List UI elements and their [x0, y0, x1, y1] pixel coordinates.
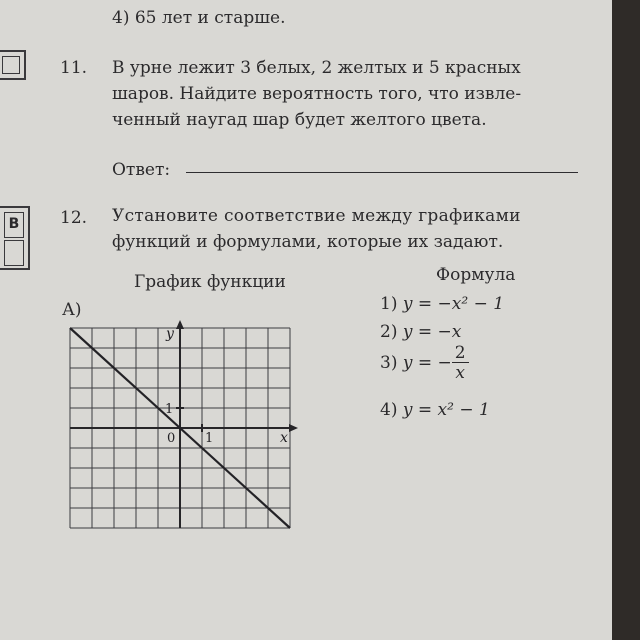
formula-2-expression: y = −x: [402, 322, 462, 342]
question-11-line-3: ченный наугад шар будет желтого цвета.: [112, 110, 487, 130]
question-12-number: 12.: [60, 208, 88, 228]
x-tick-label: 1: [205, 431, 214, 446]
answer-label: Ответ:: [112, 160, 171, 180]
y-axis-arrow: [176, 320, 184, 329]
y-tick-label: 1: [165, 402, 174, 417]
answer-grid-cell: [4, 240, 24, 266]
formula-4-expression: y = x² − 1: [402, 400, 490, 420]
question-11-number: 11.: [60, 58, 88, 78]
answer-line: [186, 172, 578, 173]
page-edge-shadow: [612, 0, 640, 640]
y-axis-label: y: [166, 326, 174, 342]
formula-3-fraction: [452, 344, 469, 383]
formula-2: [380, 322, 461, 342]
answer-box-11-inner: [2, 56, 20, 74]
previous-option-4: 4) 65 лет и старше.: [112, 8, 286, 28]
question-11-line-1: В урне лежит 3 белых, 2 желтых и 5 красных: [112, 58, 521, 78]
formula-column-header: Формула: [436, 265, 516, 285]
answer-grid-letter: В: [4, 212, 24, 238]
formula-2-number: 2): [380, 322, 398, 342]
formula-3-prefix: y = −: [402, 353, 452, 373]
graph-axes: [70, 320, 298, 528]
formula-3-number: 3): [380, 353, 398, 373]
formula-3-denominator: x: [455, 363, 465, 383]
x-axis-label: x: [280, 430, 288, 446]
answer-grid-12: [0, 206, 30, 270]
formula-3-numerator: 2: [452, 344, 469, 363]
function-graph: [60, 318, 300, 538]
question-12-line-2: функций и формулами, которые их задают.: [112, 232, 504, 252]
formula-3: [380, 344, 469, 383]
x-axis-arrow: [289, 424, 298, 432]
formula-1-number: 1): [380, 294, 398, 314]
graph-column-header: График функции: [134, 272, 286, 292]
formula-1-expression: y = −x² − 1: [402, 294, 505, 314]
question-11-line-2: шаров. Найдите вероятность того, что извле-: [112, 84, 522, 104]
formula-4: [380, 400, 490, 420]
formula-4-number: 4): [380, 400, 398, 420]
question-12-line-1: Установите соответствие между графиками: [112, 206, 521, 226]
graph-label-a: А): [62, 300, 82, 320]
formula-1: [380, 294, 504, 314]
origin-label: 0: [167, 431, 176, 446]
